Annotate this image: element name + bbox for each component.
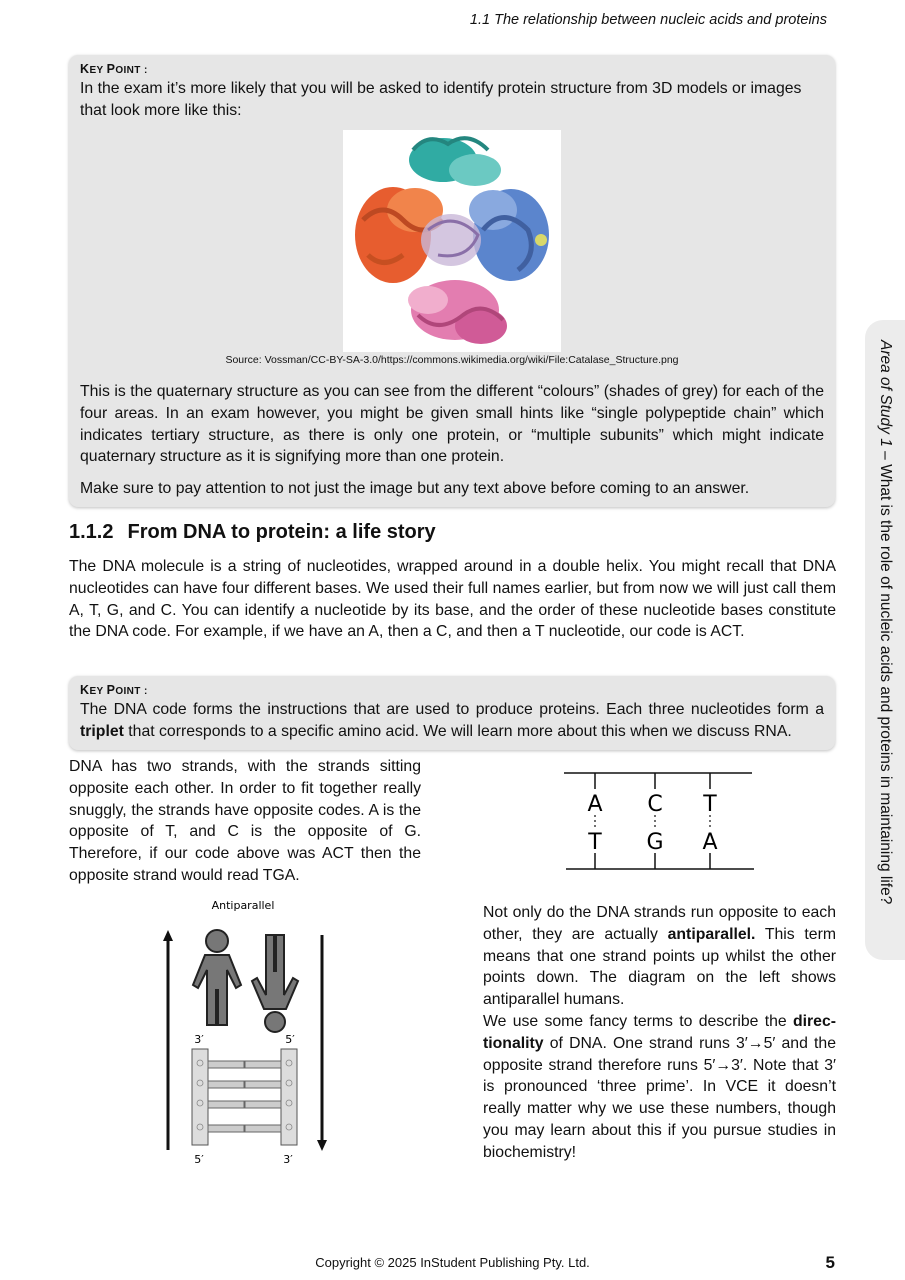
- antiparallel-title: Antiparallel: [211, 899, 275, 912]
- end-label: 3′: [194, 1033, 204, 1046]
- catalase-structure-image: [343, 130, 561, 352]
- copyright-footer: Copyright © 2025 InStudent Publishing Pty. Ltd.: [315, 1255, 590, 1270]
- dna-strands-paragraph: DNA has two strands, with the strands sitting opposite each other. In order to fit together really snuggly, the strands have opposite codes. A is the opposite of T, and C is the opposite of G. Therefore, if our code above was ACT then the opposite strand would read TGA.: [69, 758, 421, 884]
- key-point-intro: In the exam it’s more likely that you will be asked to identify protein structure from 3D models or images that look more like this:: [80, 80, 802, 119]
- figure-caption: Source: Vossman/CC-BY-SA-3.0/https://commons.wikimedia.org/wiki/File:Catalase_Structure.png: [225, 354, 679, 366]
- key-point-box: [69, 676, 835, 750]
- running-header: 1.1 The relationship between nucleic acids and proteins: [469, 12, 827, 28]
- key-point-box: [69, 55, 835, 507]
- strand-base-top: C: [647, 792, 663, 817]
- key-point-paragraph: Make sure to pay attention to not just the image but any text above before coming to an answer.: [80, 480, 750, 497]
- complementary-strands-diagram: [560, 765, 760, 877]
- strand-base-bottom: T: [588, 830, 602, 855]
- key-point-title: KEY POINT :: [80, 683, 148, 697]
- key-point-text: The DNA code forms the instructions that are used to produce proteins. Each three nucleotides form a triplet that corresponds to a specific amino acid. We will learn more about this when we discuss RNA.: [80, 701, 824, 740]
- section-paragraph: The DNA molecule is a string of nucleotides, wrapped around in a double helix. You might recall that DNA nucleotides can have four different bases. We used their full names earlier, but from now we will just call them A, T, G, and C. You can identify a nucleotide by its base, and the order of these nucleotide bases constitute the DNA code. For example, if we have an A, then a C, and then a T nucleotide, our code is ACT.: [69, 558, 836, 641]
- end-label: 3′: [283, 1153, 293, 1166]
- antiparallel-diagram: [155, 895, 340, 1175]
- end-label: 5′: [285, 1033, 295, 1046]
- key-point-title: KEY POINT :: [80, 62, 148, 76]
- side-tab-label: Area of Study 1 – What is the role of nucleic acids and proteins in maintaining life?: [877, 340, 894, 905]
- key-point-paragraph: This is the quaternary structure as you can see from the different “colours” (shades of grey) for each of the four areas. In an exam however, you might be given small hints like “single polypeptide chain” which indicates tertiary structure, as there is only one protein, or “multiple subunits” which might indicate quaternary structure as it is signifying more than one protein.: [80, 383, 824, 466]
- strand-base-bottom: A: [702, 830, 718, 855]
- strand-base-top: A: [587, 792, 603, 817]
- strand-base-bottom: G: [646, 830, 664, 855]
- section-heading: 1.1.2 From DNA to protein: a life story: [69, 521, 436, 543]
- antiparallel-paragraph: Not only do the DNA strands run opposite to each other, they are actually antiparallel. This term means that one strand points up whilst the other points down. The diagram on the left shows antiparallel humans. We use some fancy terms to describe the directionality of DNA. One strand runs 3′→5′ and the opposite strand therefore runs 5′→3′. Note that 3′ is pronounced ‘three prime’. In VCE it doesn’t really matter why we use these numbers, though you may learn about this if you pursue studies in biochemistry!: [483, 904, 836, 1161]
- end-label: 5′: [194, 1153, 204, 1166]
- strand-base-top: T: [703, 792, 717, 817]
- page-number: 5: [825, 1253, 835, 1272]
